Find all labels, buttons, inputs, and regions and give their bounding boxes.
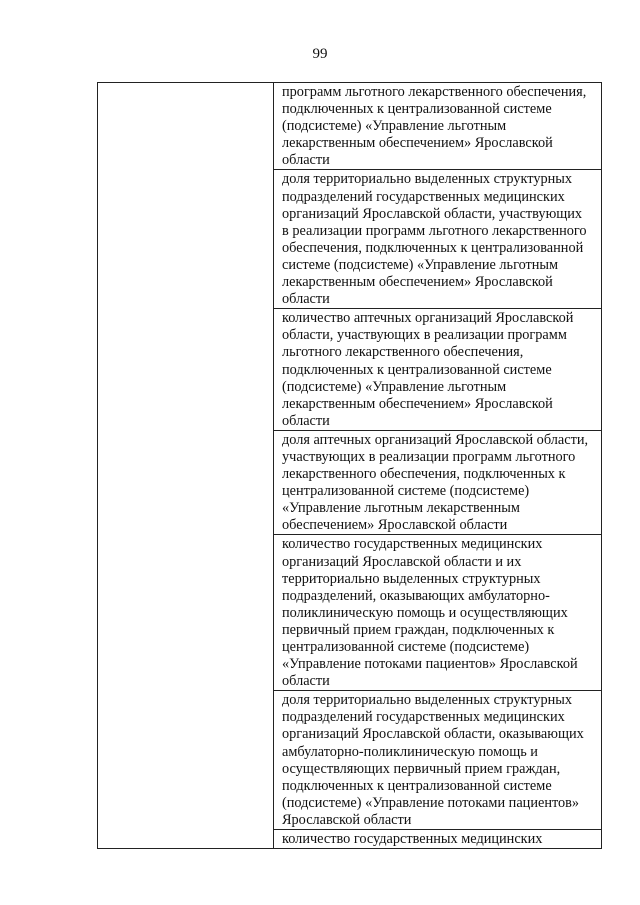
text-line: подразделений государственных медицинских xyxy=(282,188,565,205)
text-line: обеспечения, подключенных к централизованной xyxy=(282,239,584,256)
text-line: «Управление льготным лекарственным xyxy=(282,500,520,517)
indicator-cell xyxy=(274,309,602,431)
text-line: поликлиническую помощь и осуществляющих xyxy=(282,604,568,621)
text-line: области xyxy=(282,412,330,429)
table-row xyxy=(98,83,602,170)
text-line: организаций Ярославской области, участвующих xyxy=(282,205,583,222)
indicator-text xyxy=(274,83,601,169)
text-line: количество государственных медицинских xyxy=(282,536,543,553)
text-line: участвующих в реализации программ льготного xyxy=(282,448,576,465)
text-line: количество аптечных организаций Ярославской xyxy=(282,310,574,327)
text-line: лекарственного обеспечения, подключенных к xyxy=(282,466,566,483)
text-line: области, участвующих в реализации программ xyxy=(282,327,567,344)
text-line: лекарственным обеспечением» Ярославской xyxy=(282,135,553,152)
text-line: «Управление потоками пациентов» Ярославской xyxy=(282,656,578,673)
text-line: подключенных к централизованной системе xyxy=(282,101,552,118)
text-line: централизованной системе (подсистеме) xyxy=(282,483,530,500)
left-column-cell xyxy=(98,83,274,849)
text-line: централизованной системе (подсистеме) xyxy=(282,639,530,655)
text-line: системе (подсистеме) «Управление льготным xyxy=(282,256,559,273)
text-line: доля территориально выделенных структурных xyxy=(282,692,573,709)
text-line: (подсистеме) «Управление потоками пациентов» xyxy=(282,794,580,811)
text-line: льготного лекарственного обеспечения, xyxy=(282,344,524,361)
text-line: амбулаторно-поликлиническую помощь и xyxy=(282,743,538,760)
indicator-cell xyxy=(274,430,602,535)
text-line: организаций Ярославской области, оказывающих xyxy=(282,726,584,743)
text-line: подключенных к централизованной системе xyxy=(282,777,552,794)
text-line: подразделений государственных медицинских xyxy=(282,709,565,726)
text-line: осуществляющих первичный прием граждан, xyxy=(282,760,561,777)
indicator-cell xyxy=(274,535,602,691)
indicator-cell xyxy=(274,83,602,170)
indicator-cell xyxy=(274,691,602,830)
indicator-text xyxy=(274,170,601,308)
text-line: Ярославской области xyxy=(282,811,412,828)
text-line: (подсистеме) «Управление льготным xyxy=(282,118,507,135)
text-line: (подсистеме) «Управление льготным xyxy=(282,378,507,395)
text-line: организаций Ярославской области и их xyxy=(282,553,522,570)
indicator-text xyxy=(274,691,601,829)
indicator-text xyxy=(274,431,601,535)
text-line: территориально выделенных структурных xyxy=(282,570,541,587)
indicator-cell xyxy=(274,830,602,849)
text-line: области xyxy=(282,152,330,169)
page-number: 99 xyxy=(312,46,328,62)
indicators-table xyxy=(97,82,602,849)
text-line: количество государственных медицинских xyxy=(282,831,543,848)
text-line: в реализации программ льготного лекарственного xyxy=(282,222,587,239)
text-line: подключенных к централизованной системе xyxy=(282,361,552,378)
text-line: доля аптечных организаций Ярославской области, xyxy=(282,431,589,448)
text-line: обеспечением» Ярославской области xyxy=(282,517,508,534)
text-line: области xyxy=(282,673,330,690)
text-line: области xyxy=(282,291,330,308)
indicator-text xyxy=(274,535,601,690)
text-line: доля территориально выделенных структурных xyxy=(282,171,573,188)
indicator-text xyxy=(274,830,601,848)
text-line: лекарственным обеспечением» Ярославской xyxy=(282,274,553,291)
indicator-text xyxy=(274,309,601,430)
text-line: программ льготного лекарственного обеспечения, xyxy=(282,84,587,100)
indicator-cell xyxy=(274,170,602,309)
text-line: первичный прием граждан, подключенных к xyxy=(282,621,555,638)
text-line: лекарственным обеспечением» Ярославской xyxy=(282,395,553,412)
text-line: подразделений, оказывающих амбулаторно- xyxy=(282,587,550,604)
